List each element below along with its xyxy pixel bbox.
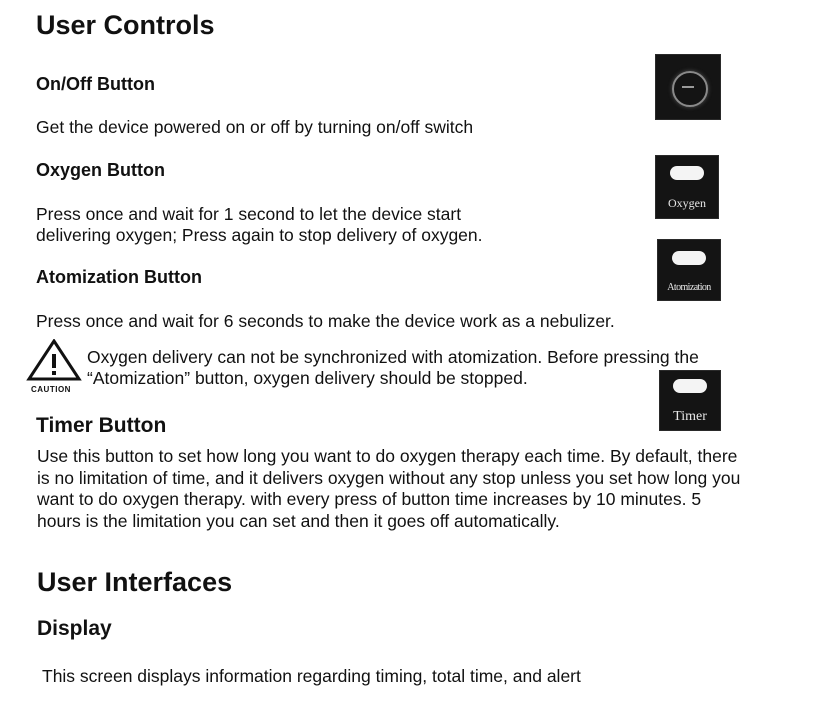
power-button-icon: [655, 54, 721, 120]
display-text: This screen displays information regarding timing, total time, and alert: [42, 666, 581, 686]
oxygen-pill: [670, 166, 704, 180]
timer-button-icon: [659, 370, 721, 431]
atomization-heading: Atomization Button: [36, 267, 202, 287]
atomization-pill: [672, 251, 706, 265]
timer-icon-label: Timer: [673, 409, 707, 424]
caution-icon: [25, 339, 83, 387]
caution-label: CAUTION: [31, 385, 71, 394]
caution-text-line1: Oxygen delivery can not be synchronized with atomization. Before pressing the: [87, 347, 699, 367]
oxygen-heading: Oxygen Button: [36, 160, 165, 180]
oxygen-text-line2: delivering oxygen; Press again to stop delivery of oxygen.: [36, 225, 483, 245]
timer-pill: [673, 379, 707, 393]
onoff-text: Get the device powered on or off by turning on/off switch: [36, 117, 474, 137]
interfaces-title: User Interfaces: [37, 567, 233, 597]
page-title: User Controls: [36, 10, 215, 40]
onoff-heading: On/Off Button: [36, 74, 155, 94]
oxygen-button-icon: [655, 155, 719, 219]
atomization-button-icon: [657, 239, 721, 301]
timer-heading: Timer Button: [36, 414, 167, 437]
display-heading: Display: [37, 617, 112, 640]
power-ring: [672, 71, 708, 107]
caution-text-line2: “Atomization” button, oxygen delivery should be stopped.: [87, 368, 528, 388]
atomization-text: Press once and wait for 6 seconds to make the device work as a nebulizer.: [36, 311, 615, 331]
power-dot: [682, 86, 694, 88]
atomization-icon-label: Atomization: [667, 282, 711, 293]
timer-text: Use this button to set how long you want to do oxygen therapy each time. By default, there is no limitation of time, and it delivers oxygen without any stop unless you set how long you want to do oxygen therapy. with every press of button time increases by 10 minutes. 5 hours is the limitation you can set and then it goes off automatically.: [37, 446, 741, 531]
oxygen-icon-label: Oxygen: [668, 196, 706, 210]
oxygen-text-line1: Press once and wait for 1 second to let the device start: [36, 204, 462, 224]
